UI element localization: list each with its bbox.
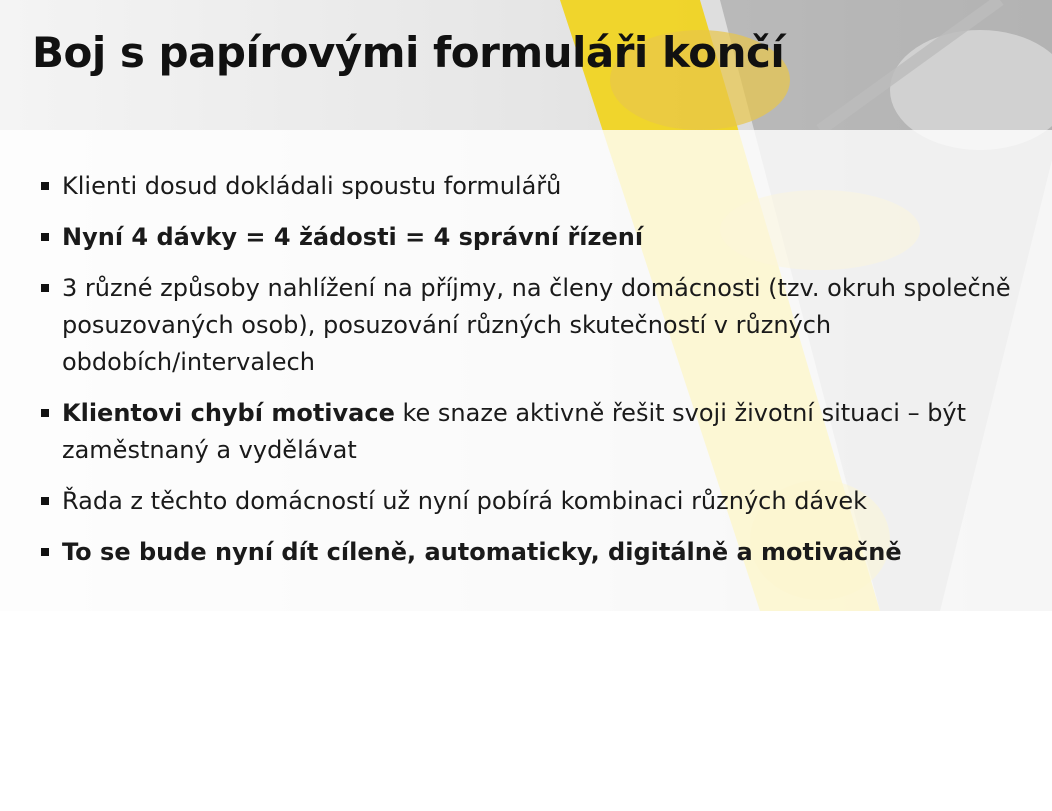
bullet-text: Řada z těchto domácností už nyní pobírá kombinaci různých dávek — [62, 487, 867, 515]
square-bullet-icon — [41, 409, 49, 417]
bullet-item — [38, 219, 1033, 256]
square-bullet-icon — [41, 497, 49, 505]
blank-footer-area — [0, 611, 1052, 811]
bullet-item — [38, 270, 1033, 381]
bullet-text: ke snaze aktivně řešit svoji životní situaci – být zaměstnaný a vydělávat — [62, 399, 967, 464]
bullet-item — [38, 168, 1033, 205]
square-bullet-icon — [41, 233, 49, 241]
bullet-item — [38, 534, 1033, 571]
bullet-bold-text: Nyní 4 dávky = 4 žádosti = 4 správní řízení — [62, 223, 644, 251]
bullet-item — [38, 395, 1033, 469]
bullet-bold-text: Klientovi chybí motivace — [62, 399, 395, 427]
square-bullet-icon — [41, 548, 49, 556]
bullet-item — [38, 483, 1033, 520]
bullet-text: Klienti dosud dokládali spoustu formulářů — [62, 172, 562, 200]
square-bullet-icon — [41, 182, 49, 190]
bullet-bold-text: To se bude nyní dít cíleně, automaticky, digitálně a motivačně — [62, 538, 902, 566]
slide-title: Boj s papírovými formuláři končí — [32, 28, 785, 77]
bullet-list — [38, 168, 1033, 585]
square-bullet-icon — [41, 284, 49, 292]
bullet-text: 3 různé způsoby nahlížení na příjmy, na členy domácnosti (tzv. okruh společně posuzovaných osob), posuzování různých skutečností v různých obdobích/intervalech — [62, 274, 1011, 376]
